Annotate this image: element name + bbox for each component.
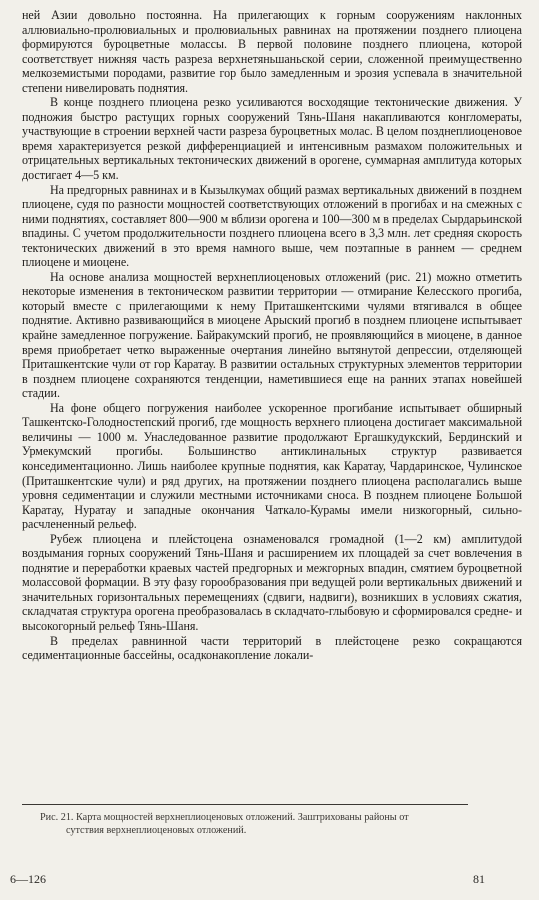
paragraph-4: На основе анализа мощностей верхнеплиоценовых отложений (рис. 21) можно отметить некоторые изменения в тектоническом развитии территории — отмирание Келесского прогиба, который вместе с прилегающими к нему Приташкентскими чулями втягивался в общее поднятие. Активно развивающийся в миоцене Арыский прогиб в позднем плиоцене испытывает крайне замедленное погружение. Байракумский прогиб, не проявляющийся в миоцене, в данное время приобретает четко выраженные очертания линейно вытянутой депрессии, отделяющей Приташкентские чули от гор Каратау. В развитии остальных структурных элементов территории в позднем плиоцене сохраняются тенденции, наметившиеся еще на ранних этапах новейшей стадии. — [22, 269, 522, 401]
figure-caption — [22, 812, 500, 837]
caption-line-1: Рис. 21. Карта мощностей верхнеплиоценовых отложений. Заштрихованы районы от — [40, 812, 409, 823]
paragraph-2: В конце позднего плиоцена резко усиливаются восходящие тектонические движения. У подножия быстро растущих горных сооружений Тянь-Шаня накапливаются конгломераты, участвующие в строении верхней части разреза буроцветных молас. В целом позднеплиоценовое время характеризуется резкой дифференциацией и интенсивным размахом положительных и отрицательных вертикальных тектонических движений в орогене, суммарная амплитуда которых достигает 4—5 км. — [22, 95, 522, 183]
printer-signature: 6—126 — [10, 872, 46, 886]
paragraph-7: В пределах равнинной части территорий в плейстоцене резко сокращаются седиментационные бассейны, осадконакопление локали- — [22, 633, 522, 663]
body-text — [22, 8, 522, 663]
caption-divider — [22, 804, 468, 805]
paragraph-5: На фоне общего погружения наиболее ускоренное прогибание испытывает обширный Ташкентско-Голодностепский прогиб, где мощность верхнего плиоцена достигает максимальной величины — 1000 м. Унаследованное развитие продолжают Ергашкудукский, Бердинский и Урмекумский прогибы. Большинство антиклинальных структур развивается конседиментационно. Лишь наиболее крупные поднятия, как Каратау, Чардаринское, Чулинское (Приташкентские чули) и ряд других, на протяжении позднего плиоцена располагались выше уровня седиментации и служили местными источниками сноса. В позднем плиоцене Большой Каратау, Нуратау и западные окончания Чаткало-Курамы имели низкогорный, сильно-расчлененный рельеф. — [22, 400, 522, 532]
paragraph-3: На предгорных равнинах и в Кызылкумах общий размах вертикальных движений в позднем плиоцене, судя по разности мощностей соответствующих отложений в прогибах и на смежных с ними поднятиях, составляет 800—900 м вблизи орогена и 100—300 м в пределах Сырдарьинской впадины. С учетом продолжительности позднего плиоцена всего в 3,3 млн. лет средняя скорость тектонических движений в это время намного выше, чем поэтапные в раннем — среднем плиоцене и миоцене. — [22, 182, 522, 270]
page-number: 81 — [473, 872, 485, 886]
paragraph-1: ней Азии довольно постоянна. На прилегающих к горным сооружениям наклонных аллювиально-пролювиальных и пролювиальных равнинах на протяжении позднего плиоцена формируются буроцветные молассы. В первой половине позднего плиоцена, которой соответствует нижняя часть разреза верхнетяньшаньской серии, сложенной преимущественно мелкоземистыми породами, развитие гор было замедленным и эрозия успевала в значительной степени нивелировать поднятия. — [22, 8, 522, 95]
paragraph-6: Рубеж плиоцена и плейстоцена ознаменовался громадной (1—2 км) амплитудой воздымания горных сооружений Тянь-Шаня и расширением их площадей за счет вовлечения в поднятие и переработки краевых частей предгорных и межгорных впадин, смятием буроцветной молассовой формации. В эту фазу горообразования при ведущей роли вертикальных движений и значительных горизонтальных перемещениях (сдвиги, надвиги), возникших в условиях сжатия, складчатая структура орогена преобразовалась в складчато-глыбовую и сформировался средне- и высокогорный рельеф Тянь-Шаня. — [22, 531, 522, 633]
caption-line-2: сутствия верхнеплиоценовых отложений. — [66, 824, 247, 836]
